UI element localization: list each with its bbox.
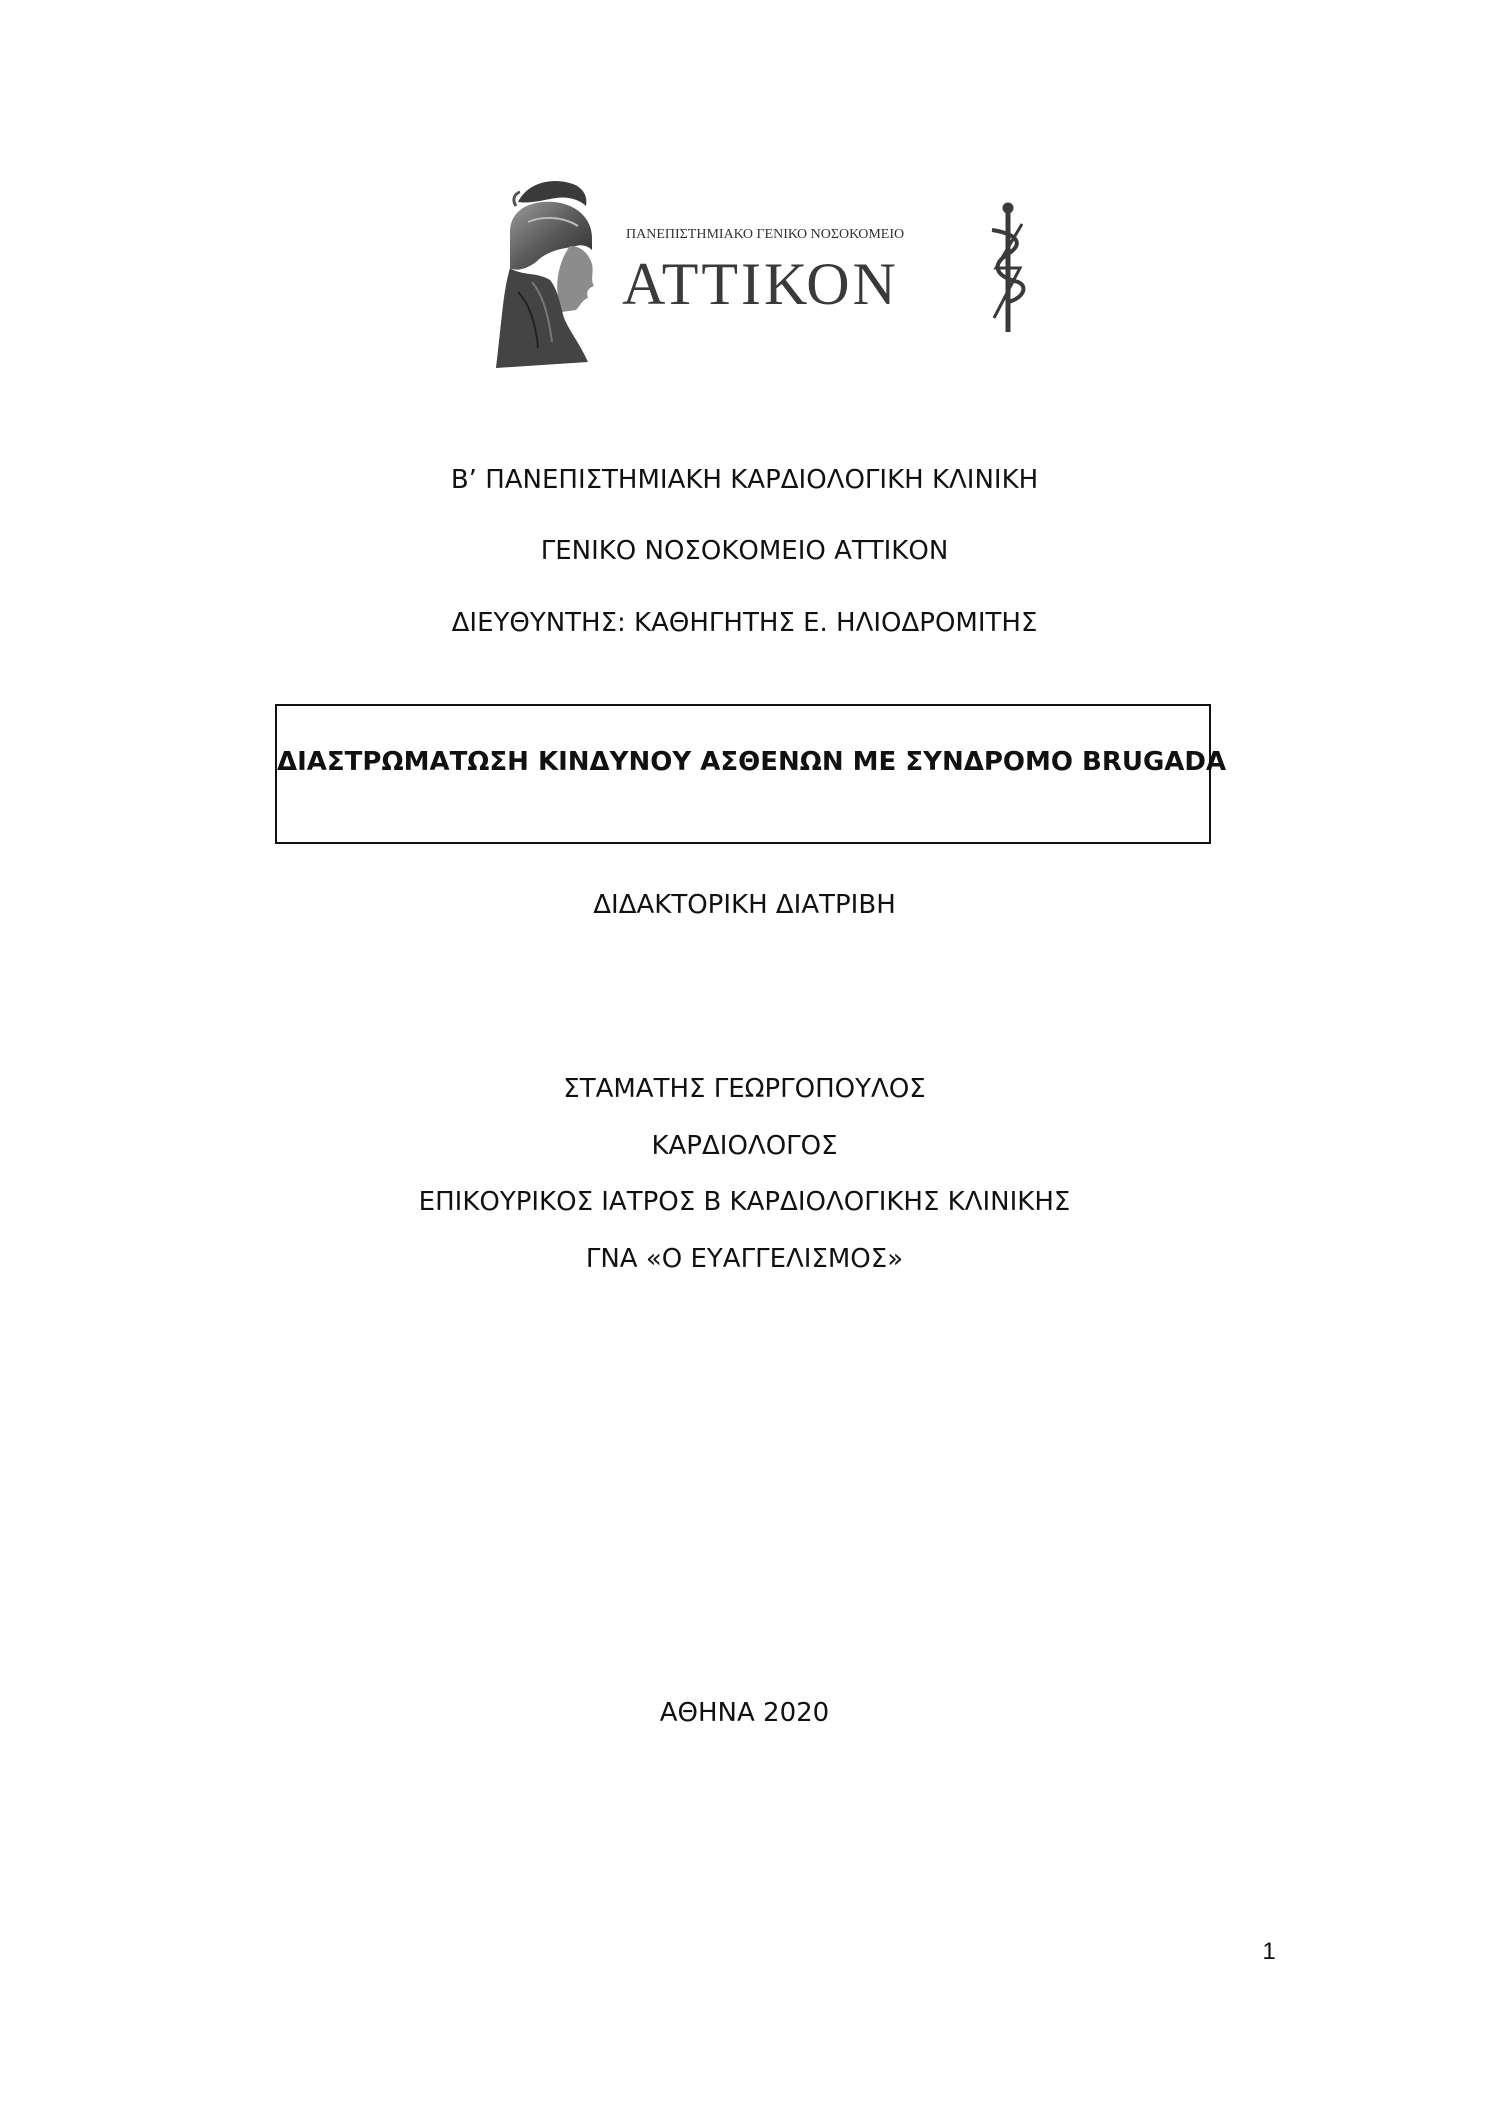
page-number: 1: [1262, 1938, 1276, 1965]
logo-name: ΑΤΤΙΚΟΝ: [622, 251, 899, 317]
hospital-name: ΓΕΝΙΚΟ ΝΟΣΟΚΟΜΕΙΟ ΑΤΤΙΚΟΝ: [540, 536, 949, 566]
logo-subtitle: ΠΑΝΕΠΙΣΤΗΜΙΑΚΟ ΓΕΝΙΚΟ ΝΟΣΟΚΟΜΕΙΟ: [626, 227, 905, 242]
thesis-title: ΔΙΑΣΤΡΩΜΑΤΩΣΗ ΚΙΝΔΥΝΟΥ ΑΣΘΕΝΩΝ ΜΕ ΣΥΝΔΡΟΜΟ BRUGADA: [277, 747, 1227, 777]
author-position: ΕΠΙΚΟΥΡΙΚΟΣ ΙΑΤΡΟΣ Β ΚΑΡΔΙΟΛΟΓΙΚΗΣ ΚΛΙΝΙΚΗΣ: [418, 1187, 1071, 1217]
place-year: ΑΘΗΝΑ 2020: [659, 1698, 830, 1728]
athena-emblem-icon: [496, 181, 594, 368]
director-name: ΔΙΕΥΘΥΝΤΗΣ: ΚΑΘΗΓΗΤΗΣ Ε. ΗΛΙΟΔΡΟΜΙΤΗΣ: [451, 608, 1038, 638]
document-type: ΔΙΔΑΚΤΟΡΙΚΗ ΔΙΑΤΡΙΒΗ: [593, 890, 896, 920]
author-name: ΣΤΑΜΑΤΗΣ ΓΕΩΡΓΟΠΟΥΛΟΣ: [563, 1074, 926, 1104]
author-affiliation: ΓΝΑ «Ο ΕΥΑΓΓΕΛΙΣΜΟΣ»: [585, 1244, 904, 1274]
author-specialty: ΚΑΡΔΙΟΛΟΓΟΣ: [651, 1131, 838, 1161]
thesis-title-box: [275, 704, 1227, 844]
clinic-name: Β’ ΠΑΝΕΠΙΣΤΗΜΙΑΚΗ ΚΑΡΔΙΟΛΟΓΙΚΗ ΚΛΙΝΙΚΗ: [450, 465, 1039, 495]
caduceus-icon: [992, 203, 1023, 332]
hospital-logo: [488, 172, 1043, 372]
